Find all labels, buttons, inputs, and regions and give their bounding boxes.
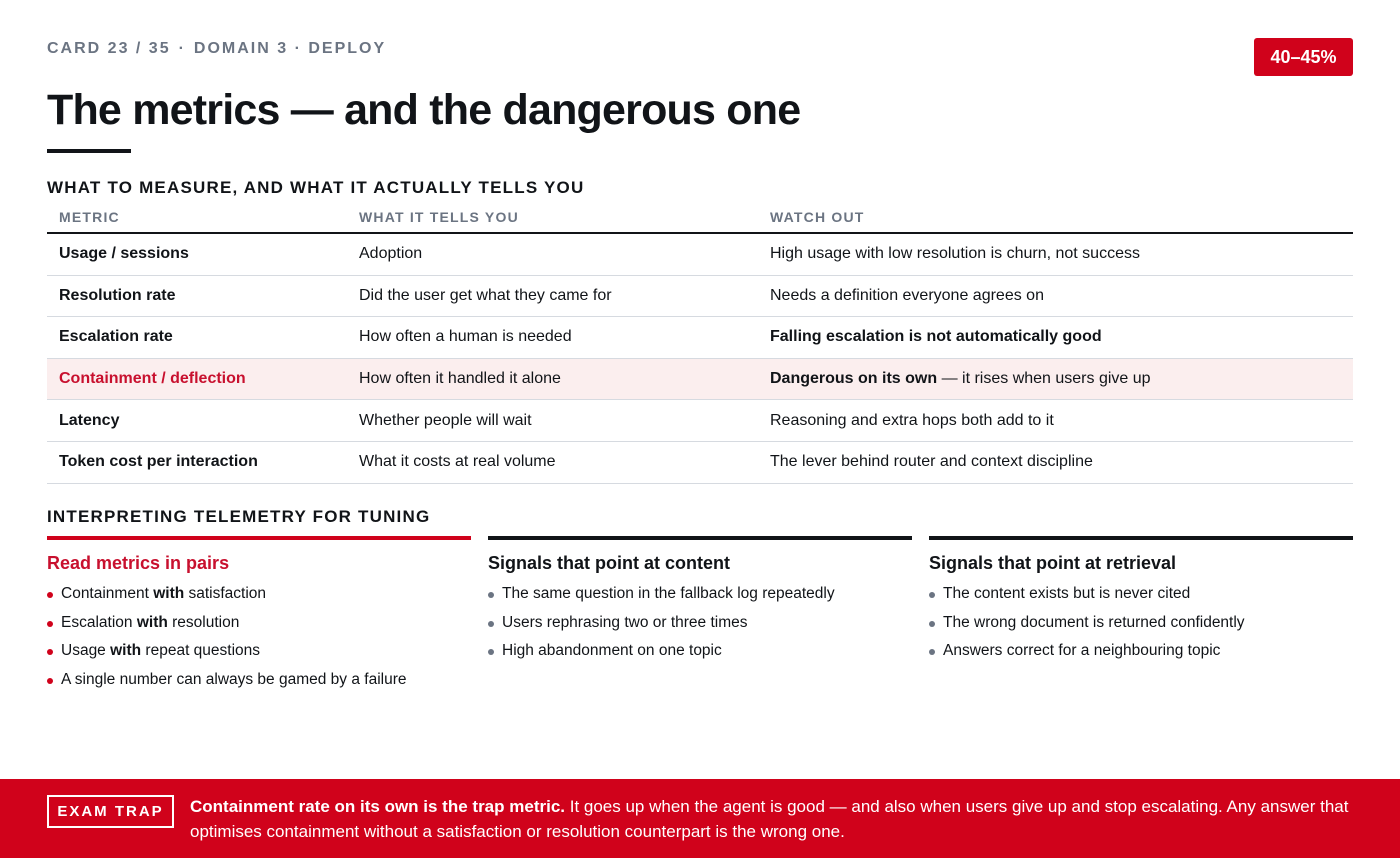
item-bold: with — [153, 585, 185, 602]
watch-bold: Falling escalation is not automatically good — [770, 328, 1102, 346]
metric-cell: Latency — [59, 411, 120, 429]
bullet-icon — [929, 621, 935, 627]
item-text: Escalation — [61, 613, 137, 631]
bullet-icon — [47, 649, 53, 655]
bullet-icon — [929, 649, 935, 655]
item-text: resolution — [167, 613, 240, 631]
title-underline — [47, 149, 131, 153]
list-item — [488, 580, 912, 609]
bullet-icon — [47, 592, 53, 598]
watch-text: The lever behind router and context discipline — [770, 453, 1093, 471]
item-text: Users rephrasing two or three times — [502, 613, 748, 631]
column-top-rule — [47, 536, 471, 540]
watch-text: High usage with low resolution is churn, not success — [770, 245, 1140, 263]
table-row — [47, 234, 1353, 276]
column-header-watch: WATCH OUT — [770, 209, 865, 225]
watch-cell — [758, 245, 1353, 263]
watch-text: Reasoning and extra hops both add to it — [770, 411, 1054, 429]
tells-cell: How often it handled it alone — [359, 370, 561, 388]
bullet-icon — [47, 621, 53, 627]
list-item — [47, 580, 471, 609]
tells-cell: Adoption — [359, 245, 423, 263]
item-bold: with — [136, 613, 168, 631]
card-eyebrow — [47, 40, 386, 58]
item-text: The same question in the fallback log repeatedly — [502, 585, 835, 602]
eyebrow-separator: · — [178, 40, 186, 57]
list-item — [929, 580, 1353, 609]
list-item — [488, 637, 912, 666]
metric-cell: Usage / sessions — [59, 245, 189, 263]
content-signals-list — [488, 580, 912, 666]
metric-cell: Token cost per interaction — [59, 453, 258, 471]
item-text: repeat questions — [141, 642, 261, 659]
column-header-metric: METRIC — [59, 209, 120, 225]
table-row — [47, 400, 1353, 442]
item-text: satisfaction — [184, 585, 267, 602]
item-text: Containment — [61, 585, 154, 602]
list-item — [929, 609, 1353, 638]
list-item — [47, 609, 471, 638]
content-signals-title: Signals that point at content — [488, 553, 730, 573]
table-row-highlighted — [47, 359, 1353, 401]
item-bold: with — [110, 642, 142, 659]
exam-trap-banner — [0, 779, 1400, 858]
pairs-column — [47, 536, 471, 694]
retrieval-signals-column — [929, 536, 1353, 666]
item-text: The wrong document is returned confidently — [943, 613, 1245, 631]
watch-bold: Dangerous on its own — [770, 370, 938, 388]
list-item — [47, 666, 471, 695]
weight-badge: 40–45% — [1254, 38, 1353, 76]
table-row — [47, 276, 1353, 318]
list-item — [929, 637, 1353, 666]
bullet-icon — [929, 592, 935, 598]
list-item — [47, 637, 471, 666]
exam-trap-tag: EXAM TRAP — [47, 795, 174, 828]
item-text: A single number can always be gamed by a failure — [61, 670, 407, 688]
watch-cell — [758, 412, 1353, 430]
watch-text: — it rises when users give up — [937, 370, 1151, 388]
retrieval-signals-title: Signals that point at retrieval — [929, 553, 1177, 573]
telemetry-heading: INTERPRETING TELEMETRY FOR TUNING — [47, 507, 431, 526]
bullet-icon — [47, 678, 53, 684]
table-row — [47, 317, 1353, 359]
watch-text: Needs a definition everyone agrees on — [770, 286, 1044, 304]
content-signals-column — [488, 536, 912, 666]
watch-cell — [758, 328, 1353, 346]
measure-heading: WHAT TO MEASURE, AND WHAT IT ACTUALLY TELLS YOU — [47, 178, 585, 197]
exam-trap-body: It goes up when the agent is good — and also when users give up and stop escalating. Any answer that optimises containment without a satisfaction or resolution counterpart is the wrong one. — [190, 797, 1349, 841]
table-row — [47, 442, 1353, 484]
column-top-rule — [488, 536, 912, 540]
tells-cell: How often a human is needed — [359, 328, 572, 346]
tells-cell: Did the user get what they came for — [359, 286, 612, 304]
metrics-table — [47, 202, 1353, 484]
card-counter: CARD 23 / 35 — [47, 40, 171, 57]
tells-cell: Whether people will wait — [359, 411, 532, 429]
watch-cell — [758, 287, 1353, 305]
column-top-rule — [929, 536, 1353, 540]
item-text: High abandonment on one topic — [502, 642, 722, 659]
metric-cell: Escalation rate — [59, 328, 173, 346]
bullet-icon — [488, 592, 494, 598]
item-text: Usage — [61, 642, 111, 659]
page-title: The metrics — and the dangerous one — [47, 86, 801, 134]
pairs-list — [47, 580, 471, 694]
watch-cell — [758, 370, 1353, 388]
bullet-icon — [488, 649, 494, 655]
domain-label: DOMAIN 3 · DEPLOY — [193, 40, 387, 57]
metric-cell: Containment / deflection — [59, 370, 246, 388]
pairs-title: Read metrics in pairs — [47, 553, 230, 573]
item-text: The content exists but is never cited — [943, 585, 1191, 602]
watch-cell — [758, 453, 1353, 471]
exam-trap-bold: Containment rate on its own is the trap metric. — [190, 797, 565, 816]
list-item — [488, 609, 912, 638]
bullet-icon — [488, 621, 494, 627]
column-header-tells: WHAT IT TELLS YOU — [359, 209, 519, 225]
retrieval-signals-list — [929, 580, 1353, 666]
item-text: Answers correct for a neighbouring topic — [943, 642, 1221, 659]
tells-cell: What it costs at real volume — [359, 453, 556, 471]
metric-cell: Resolution rate — [59, 286, 176, 304]
table-header — [47, 202, 1353, 234]
exam-trap-text — [190, 794, 1360, 844]
